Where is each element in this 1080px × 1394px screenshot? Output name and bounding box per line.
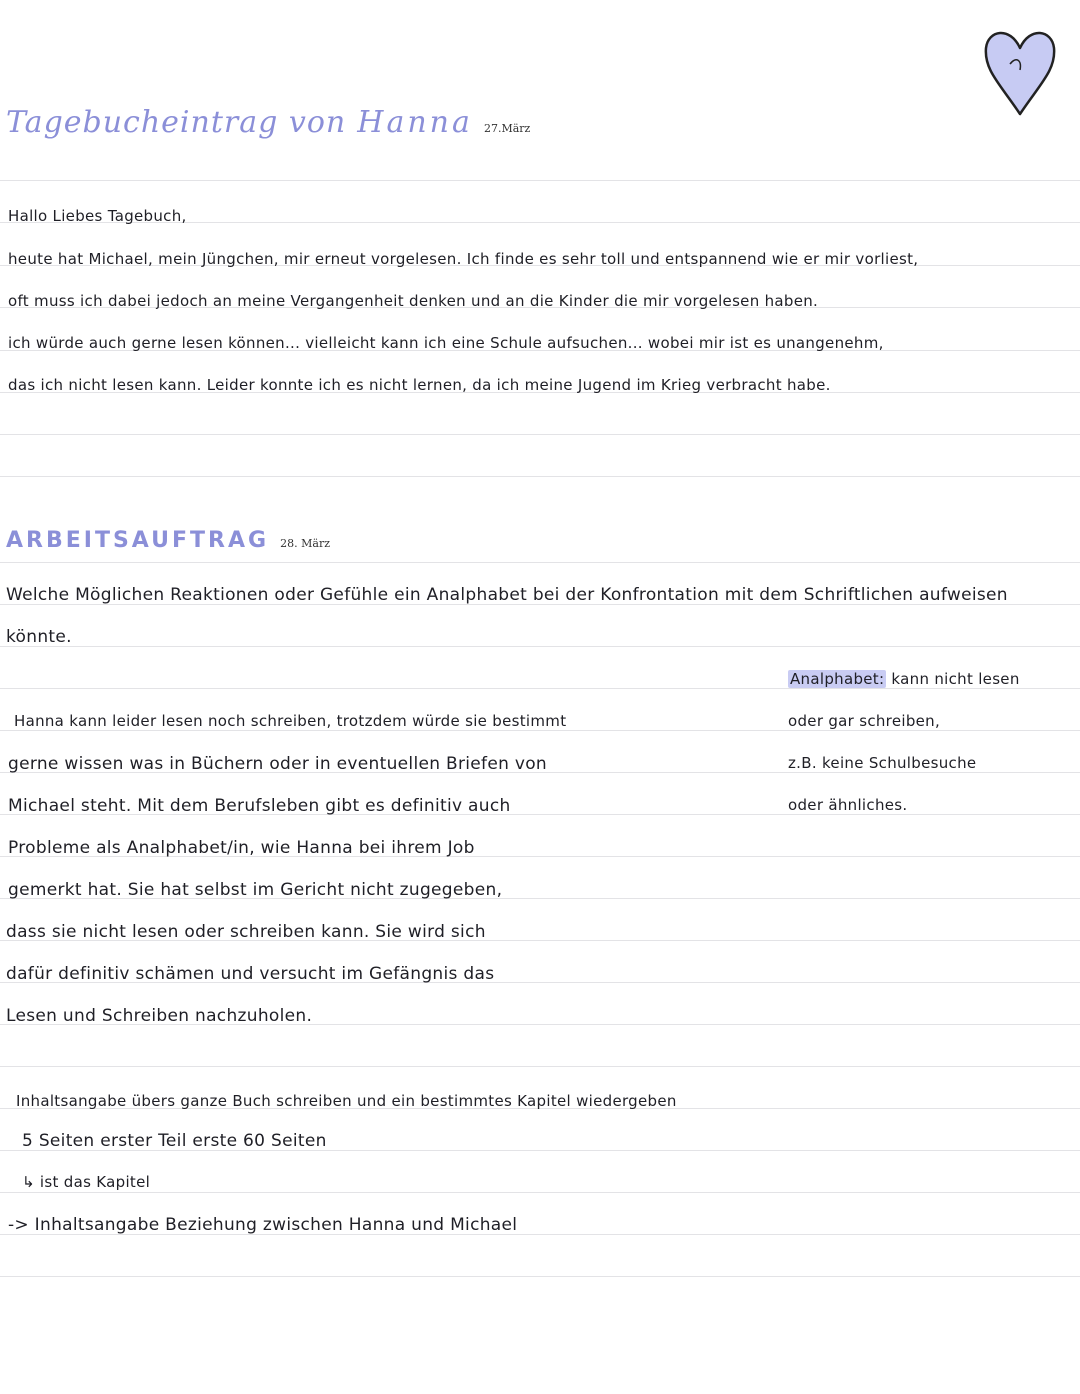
definition-line	[788, 670, 1020, 688]
diary-title-name: Hanna	[357, 105, 473, 140]
diary-line: ich würde auch gerne lesen können... vielleicht kann ich eine Schule aufsuchen... wobei mir ist es unangenehm,	[8, 334, 884, 352]
heart-icon	[980, 22, 1060, 122]
notes-line: -> Inhaltsangabe Beziehung zwischen Hanna und Michael	[8, 1215, 518, 1235]
definition-term: Analphabet:	[790, 670, 885, 688]
diary-date: 27.März	[483, 122, 531, 135]
answer-line: Michael steht. Mit dem Berufsleben gibt es definitiv auch	[8, 796, 511, 816]
task-question-cont: könnte.	[6, 627, 72, 647]
diary-line: das ich nicht lesen kann. Leider konnte ich es nicht lernen, da ich meine Jugend im Krieg verbracht habe.	[8, 376, 831, 394]
task-question: Welche Möglichen Reaktionen oder Gefühle ein Analphabet bei der Konfrontation mit dem Schriftlichen aufweisen	[6, 585, 1008, 605]
task-heading	[6, 528, 330, 553]
task-title: ARBEITSAUFTRAG	[6, 528, 270, 553]
answer-line: Lesen und Schreiben nachzuholen.	[6, 1006, 313, 1026]
notes-line: Inhaltsangabe übers ganze Buch schreiben und ein bestimmtes Kapitel wiedergeben	[16, 1092, 677, 1110]
definition-line: z.B. keine Schulbesuche	[788, 754, 977, 772]
diary-line: oft muss ich dabei jedoch an meine Vergangenheit denken und an die Kinder die mir vorgelesen haben.	[8, 292, 819, 310]
definition-line: oder ähnliches.	[788, 796, 908, 814]
answer-line: dass sie nicht lesen oder schreiben kann. Sie wird sich	[6, 922, 486, 942]
answer-line: Probleme als Analphabet/in, wie Hanna bei ihrem Job	[8, 838, 475, 858]
answer-line: gerne wissen was in Büchern oder in eventuellen Briefen von	[8, 754, 547, 774]
definition-text: kann nicht lesen	[891, 670, 1020, 688]
answer-line: dafür definitiv schämen und versucht im Gefängnis das	[6, 964, 495, 984]
diary-title: Tagebucheintrag von	[6, 105, 347, 140]
diary-heading	[6, 105, 530, 140]
diary-line: heute hat Michael, mein Jüngchen, mir erneut vorgelesen. Ich finde es sehr toll und entspannend wie er mir vorliest,	[8, 250, 919, 268]
answer-line: Hanna kann leider lesen noch schreiben, trotzdem würde sie bestimmt	[14, 712, 567, 730]
notes-line: 5 Seiten erster Teil erste 60 Seiten	[22, 1131, 327, 1151]
definition-line: oder gar schreiben,	[788, 712, 941, 730]
diary-line: Hallo Liebes Tagebuch,	[8, 207, 187, 225]
notes-line: ↳ ist das Kapitel	[22, 1173, 151, 1191]
task-date: 28. März	[280, 537, 331, 550]
answer-line: gemerkt hat. Sie hat selbst im Gericht nicht zugegeben,	[8, 880, 503, 900]
